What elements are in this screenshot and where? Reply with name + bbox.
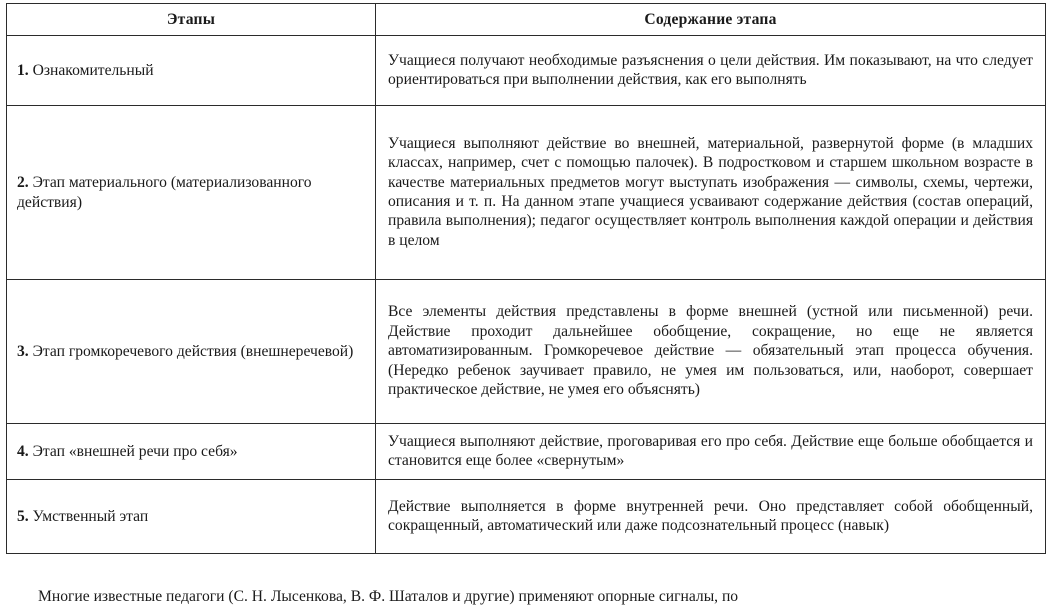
- stage-name: Этап «внешней речи про себя»: [28, 442, 238, 460]
- header-content: Содержание этапа: [376, 4, 1046, 36]
- stage-cell: [7, 106, 376, 280]
- table-row: [7, 280, 1046, 424]
- table-row: [7, 424, 1046, 480]
- header-stages: Этапы: [7, 4, 376, 36]
- stage-description: Учащиеся выполняют действие, проговаривая его про себя. Действие еще больше обобщается и становится еще более «свернутым»: [376, 424, 1046, 480]
- table-row: [7, 36, 1046, 106]
- table-row: [7, 106, 1046, 280]
- stages-table: [6, 3, 1046, 554]
- stage-description: Учащиеся получают необходимые разъяснения о цели действия. Им показывают, на что следует ориентироваться при выполнении действия, как его выполнять: [376, 36, 1046, 106]
- stage-number: 4.: [17, 442, 29, 460]
- table-row: [7, 480, 1046, 554]
- table-header-row: [7, 4, 1046, 36]
- stage-cell: [7, 480, 376, 554]
- stage-number: 5.: [17, 507, 29, 525]
- stage-description: Учащиеся выполняют действие во внешней, материальной, развернутой форме (в младших классах, например, счет с помощью палочек). В подростковом и старшем школьном возрасте в качестве материальных предметов могут выступать изображения — символы, схемы, чертежи, описания и т. п. На данном этапе учащиеся усваивают содержание действия (состав операций, правила выполнения); педагог осуществляет контроль выполнения каждой операции и действия в целом: [376, 106, 1046, 280]
- stage-cell: [7, 36, 376, 106]
- body-paragraph-start: Многие известные педагоги (С. Н. Лысенкова, В. Ф. Шаталов и другие) применяют опорные сигналы, по: [38, 588, 739, 605]
- stage-name: Умственный этап: [28, 507, 149, 525]
- stage-name: Ознакомительный: [28, 61, 154, 79]
- stage-description: Действие выполняется в форме внутренней речи. Оно представляет собой обобщенный, сокращенный, автоматический или даже подсознательный процесс (навык): [376, 480, 1046, 554]
- stage-cell: [7, 280, 376, 424]
- stage-description: Все элементы действия представлены в форме внешней (устной или письменной) речи. Действие проходит дальнейшее обобщение, сокращение, но еще не является автоматизированным. Громкоречевое действие — обязательный этап процесса обучения. (Нередко ребенок заучивает правило, не умея им пользоваться, или, наоборот, совершает практическое действие, не умея его объяснять): [376, 280, 1046, 424]
- stage-name: Этап громкоречевого действия (внешнеречевой): [28, 342, 354, 360]
- stage-cell: [7, 424, 376, 480]
- stage-number: 1.: [17, 61, 29, 79]
- stage-number: 3.: [17, 342, 29, 360]
- stage-number: 2.: [17, 174, 29, 192]
- stage-name: Этап материального (материализованного действия): [17, 174, 312, 211]
